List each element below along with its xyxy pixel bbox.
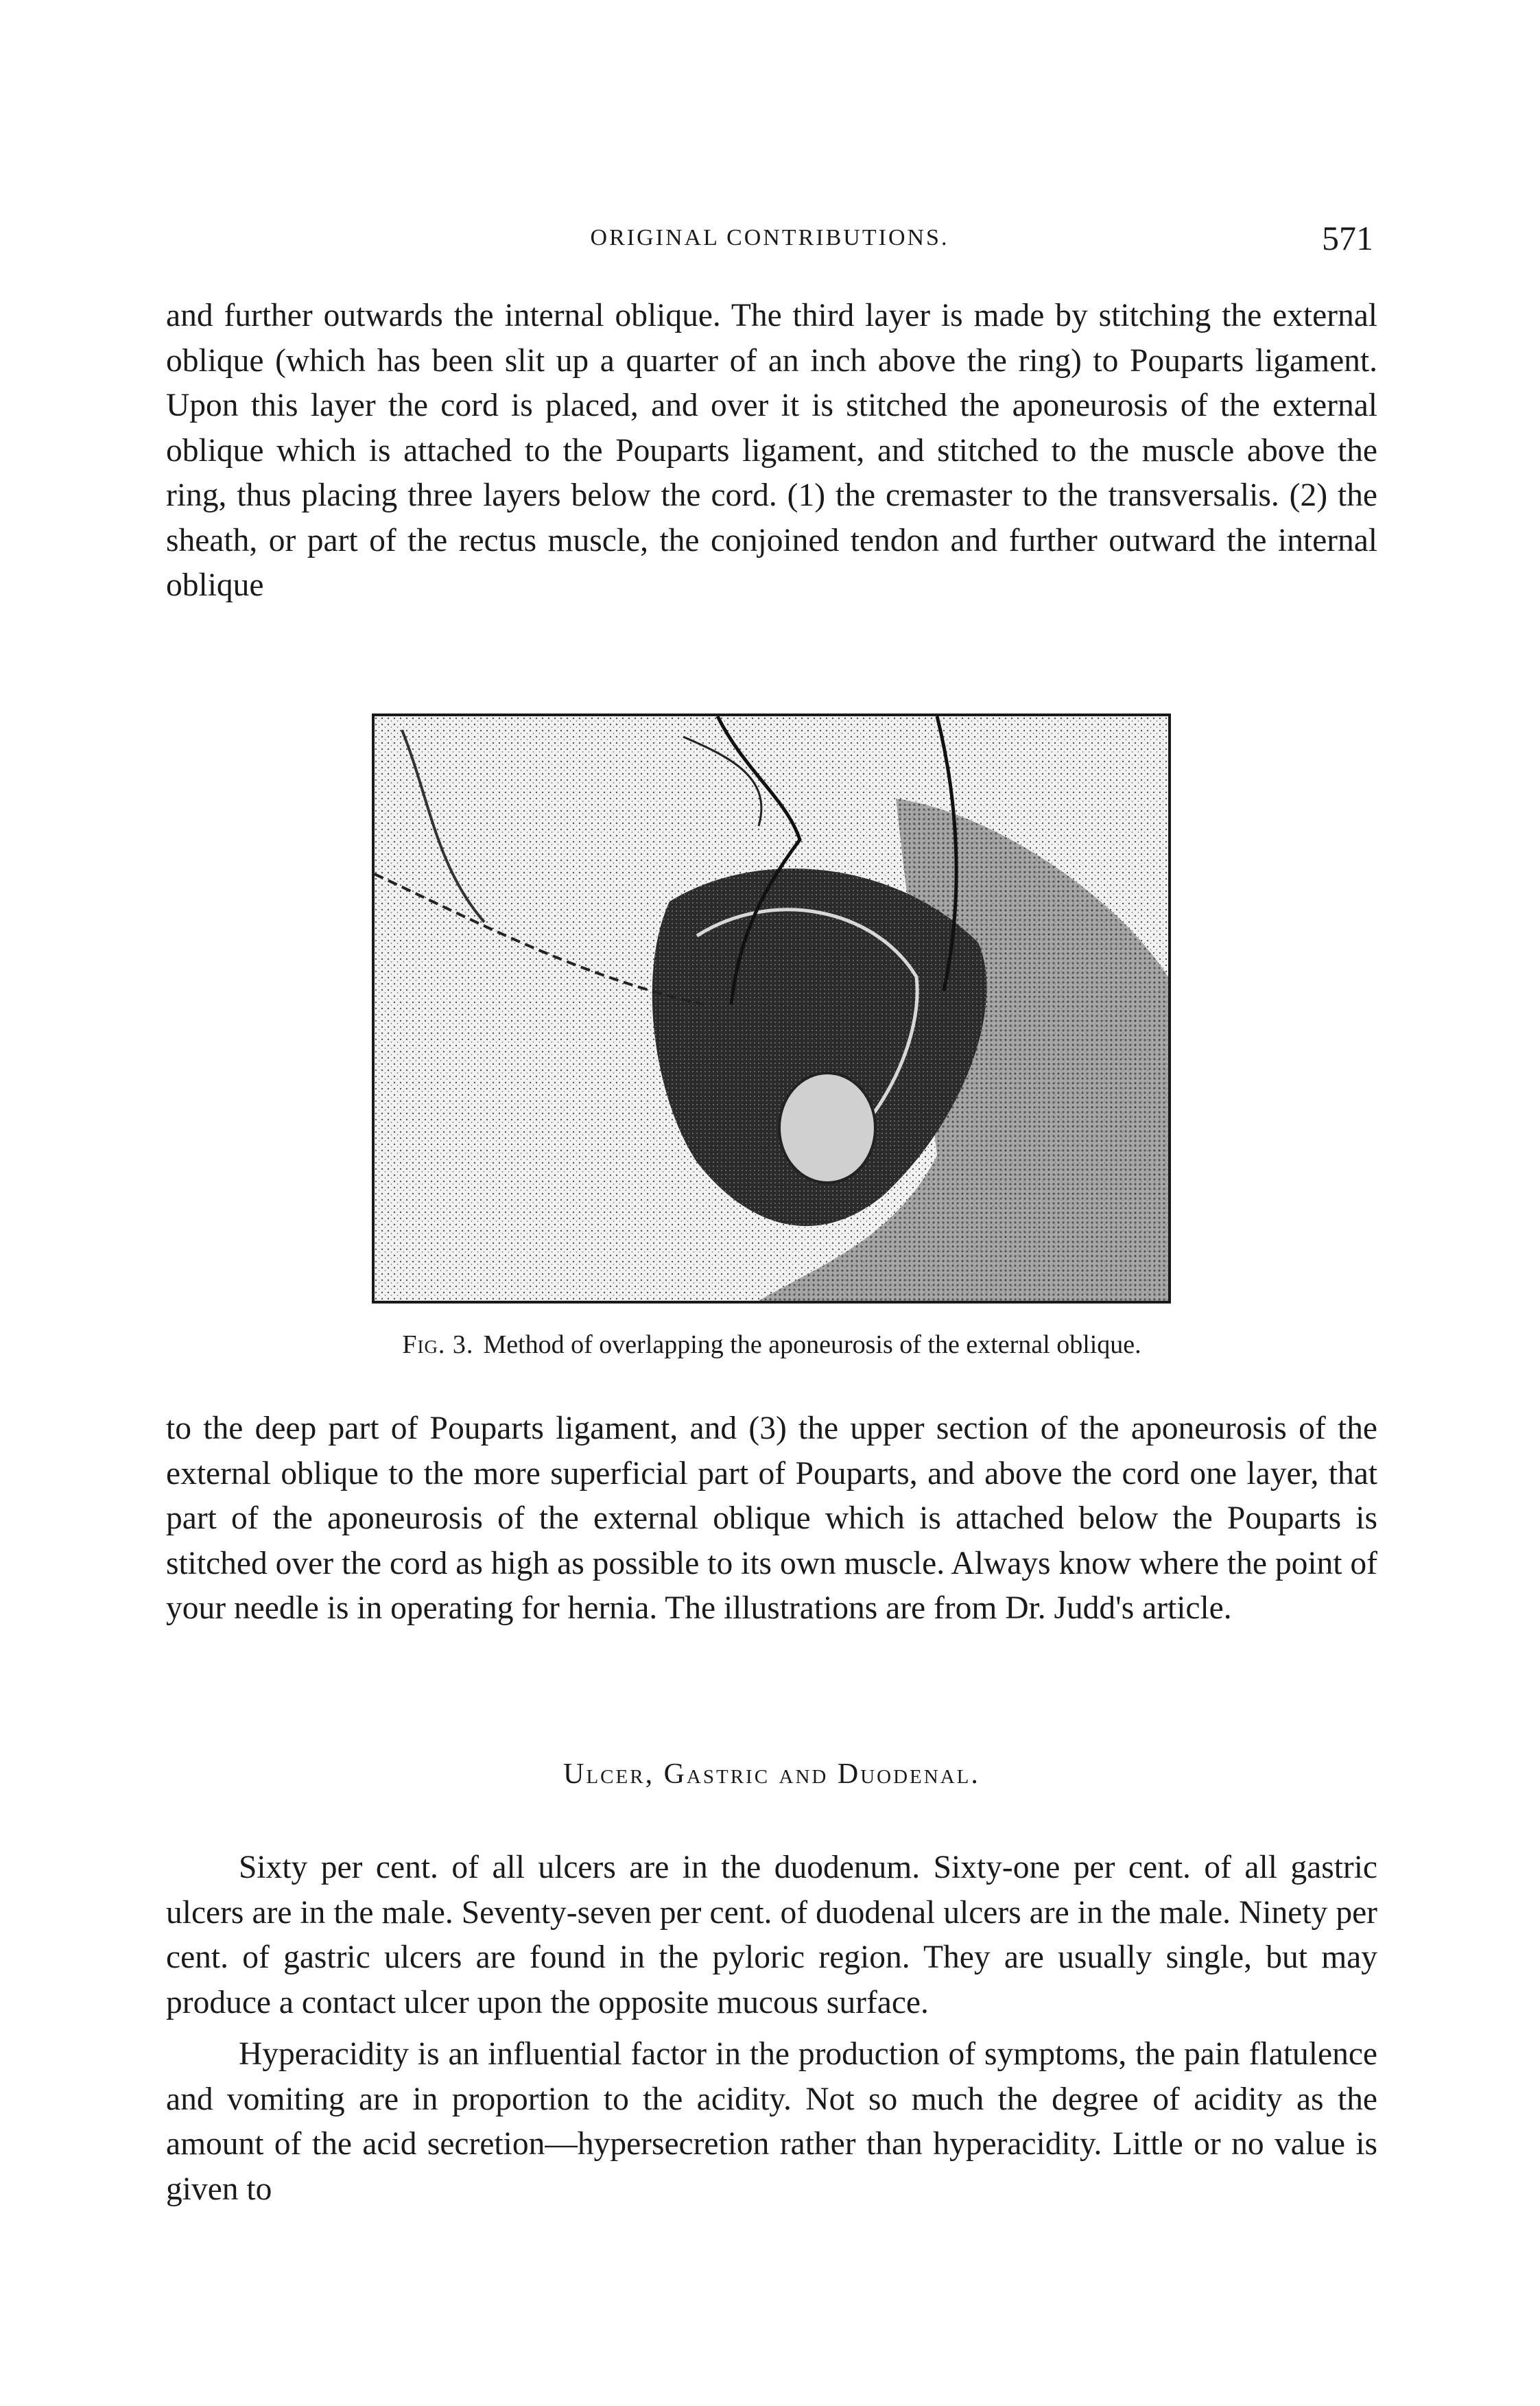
page-number: 571 bbox=[1322, 219, 1373, 257]
figure-caption bbox=[166, 1330, 1377, 1360]
paragraph-text: to the deep part of Pouparts ligament, and (3) the upper section of the aponeurosis of the external oblique to the more superficial part of Pouparts, and above the cord one layer, that part of the aponeurosis of the external oblique which is attached below the Pouparts is stitched over the cord as high as possible to its own muscle. Always know where the point of your needle is in operating for hernia. The illustrations are from Dr. Judd's article. bbox=[166, 1411, 1377, 1626]
section-body bbox=[166, 1845, 1377, 2212]
section-paragraph-2: Hyperacidity is an influential factor in the production of symptoms, the pain flatulence and vomiting are in proportion to the acidity. Not so much the degree of acidity as the amount of the acid secretion—hypersecretion rather than hyperacidity. Little or no value is given to bbox=[166, 2036, 1377, 2207]
running-title: ORIGINAL CONTRIBUTIONS. bbox=[590, 225, 949, 250]
section-paragraph-1: Sixty per cent. of all ulcers are in the duodenum. Sixty-one per cent. of all gastric ulcers are in the male. Seventy-seven per cent. of duodenal ulcers are in the male. Ninety per cent. of gastric ulcers are found in the pyloric region. They are usually single, but may produce a contact ulcer upon the opposite mucous surface. bbox=[166, 1850, 1377, 2020]
running-head bbox=[166, 218, 1373, 259]
surgical-illustration bbox=[375, 716, 1168, 1301]
figure-label: Fig. 3. bbox=[402, 1330, 474, 1359]
figure-illustration bbox=[372, 713, 1171, 1304]
spermatic-cord bbox=[779, 1073, 875, 1183]
section-heading: Ulcer, Gastric and Duodenal. bbox=[563, 1758, 980, 1790]
paragraph-text: and further outwards the internal oblique. The third layer is made by stitching the external oblique (which has been slit up a quarter of an inch above the ring) to Pouparts ligament. Upon this layer the cord is placed, and over it is stitched the aponeurosis of the external oblique which is attached to the Pouparts ligament, and stitched to the muscle above the ring, thus placing three layers below the cord. (1) the cremaster to the transversalis. (2) the sheath, or part of the rectus muscle, the conjoined tendon and further outward the internal oblique bbox=[166, 298, 1377, 603]
body-paragraph-2 bbox=[166, 1406, 1377, 1631]
body-paragraph-1 bbox=[166, 294, 1377, 609]
figure-caption-text: Method of overlapping the aponeurosis of the external oblique. bbox=[483, 1330, 1141, 1359]
